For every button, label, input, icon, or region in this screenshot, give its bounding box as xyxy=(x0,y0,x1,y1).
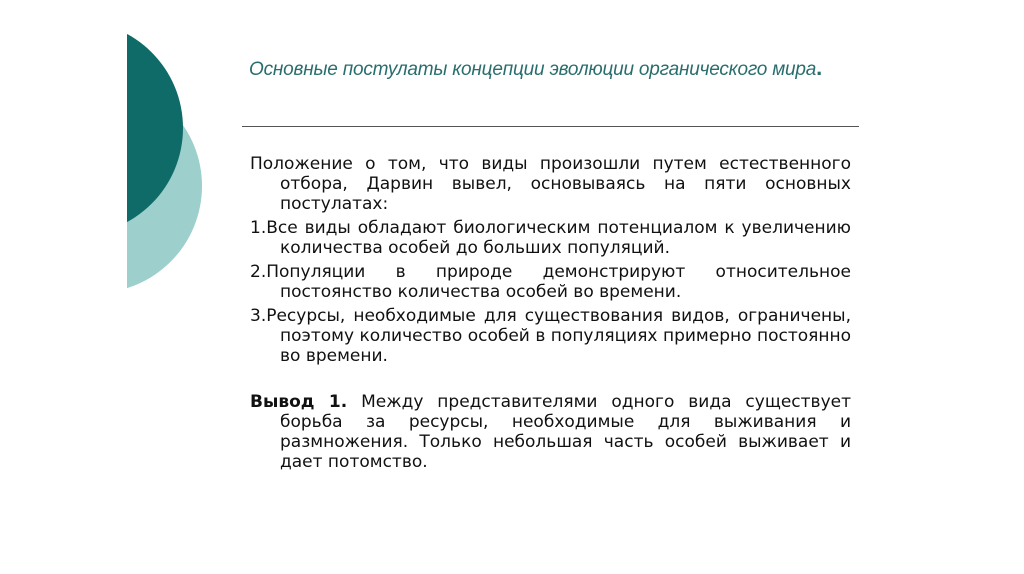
postulate-2: 2.Популяции в природе демонстрируют относительное постоянство количества особей во времени. xyxy=(250,262,851,302)
intro-paragraph: Положение о том, что виды произошли путем естественного отбора, Дарвин вывел, основываясь на пяти основных постулатах: xyxy=(250,154,851,214)
conclusion-text: Между представителями одного вида существует борьба за ресурсы, необходимые для выживания и размножения. Только небольшая часть особей выживает и дает потомство. xyxy=(280,392,851,472)
title-divider xyxy=(242,126,859,127)
slide-title xyxy=(249,44,869,93)
postulate-3: 3.Ресурсы, необходимые для существования видов, ограничены, поэтому количество особей в популяциях примерно постоянно во времени. xyxy=(250,306,851,366)
decorative-circles xyxy=(0,0,240,320)
slide-body xyxy=(250,154,851,476)
slide-title-text: Основные постулаты концепции эволюции органического мира xyxy=(249,59,817,80)
conclusion-paragraph xyxy=(250,392,851,472)
slide-title-period: . xyxy=(816,55,823,80)
left-white-strip xyxy=(0,0,127,320)
postulate-1: 1.Все виды обладают биологическим потенциалом к увеличению количества особей до больших популяций. xyxy=(250,218,851,258)
conclusion-label: Вывод 1. xyxy=(250,392,348,412)
